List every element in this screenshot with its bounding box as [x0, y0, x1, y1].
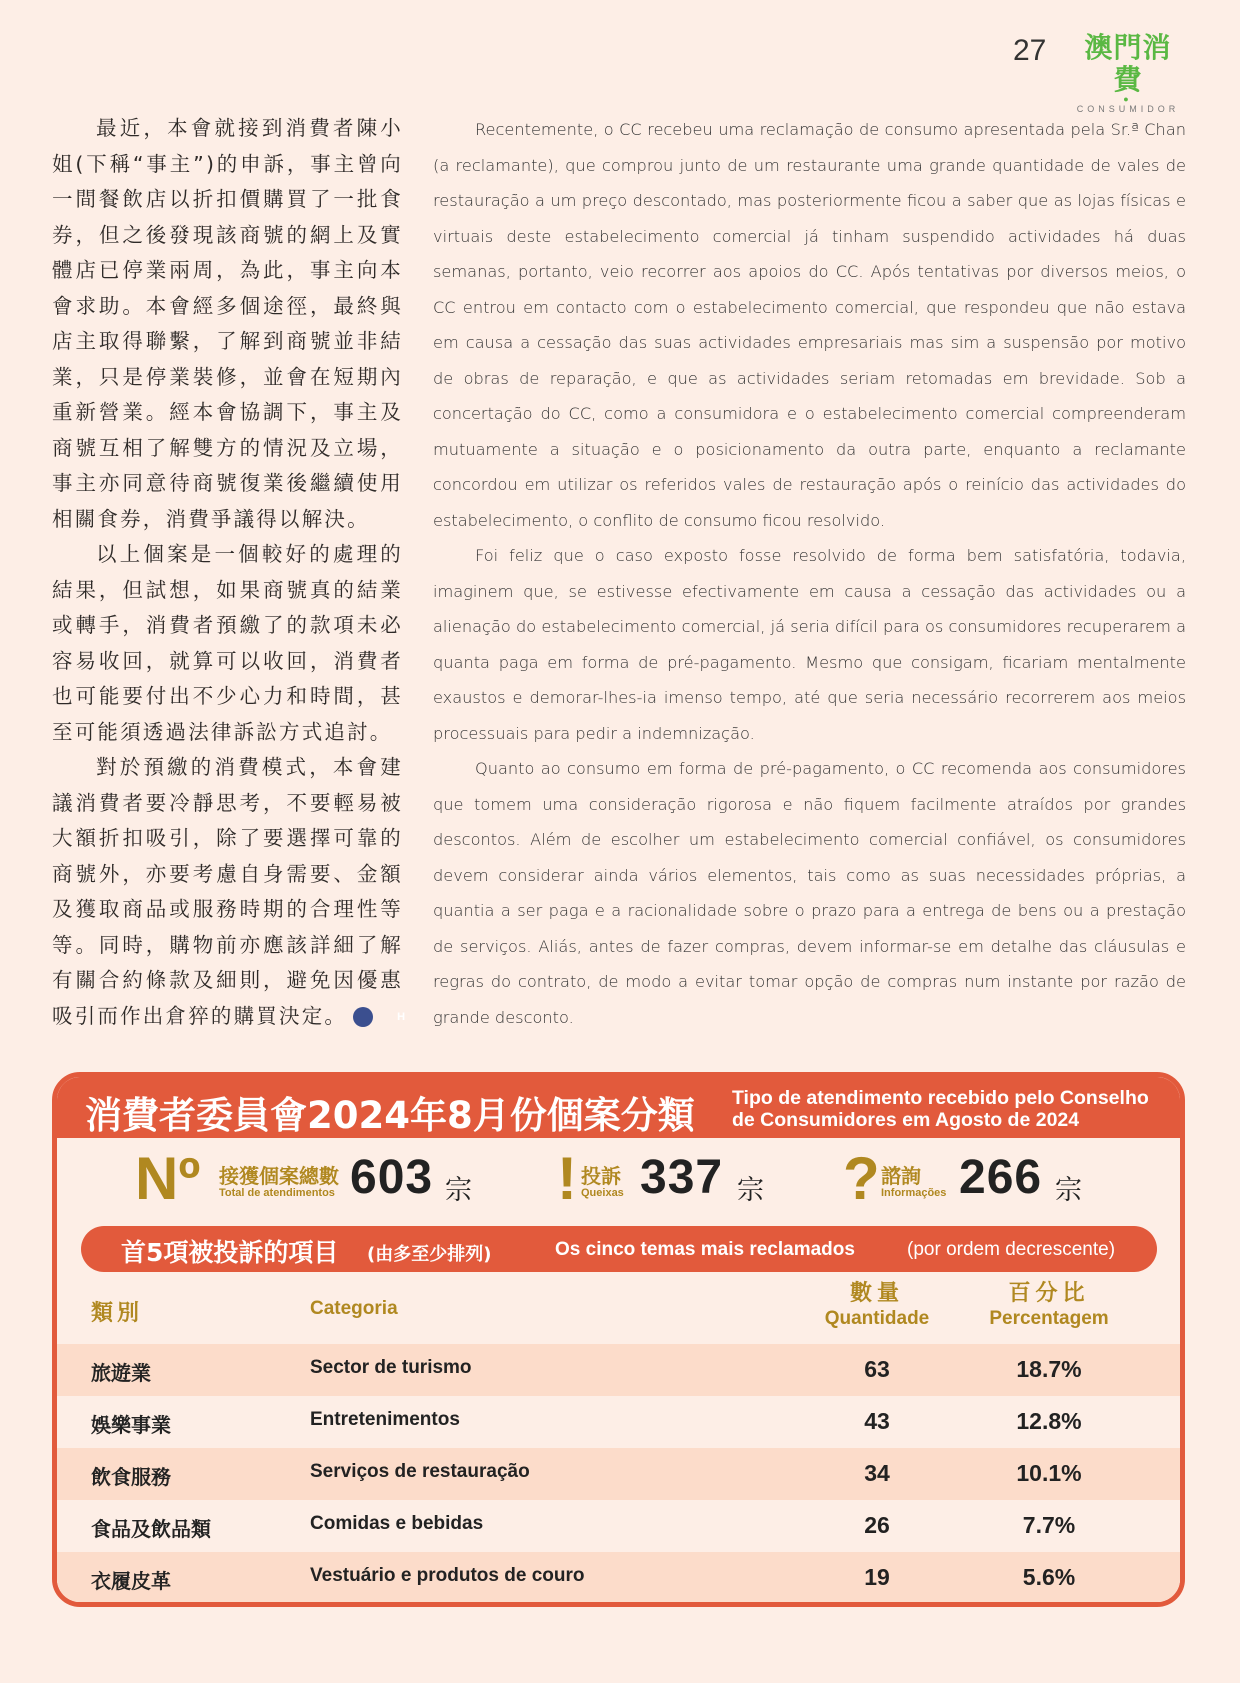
- pt-paragraph: Quanto ao consumo em forma de pré-pagamento, o CC recomenda aos consumidores que tomem uma consideração rigorosa e não fiquem facilmente atraídos por grandes descontos. Além de escolher um estabelecimento comercial confiável, os consumidores devem considerar ainda vários elementos, tais como as suas necessidades próprias, a quantia a ser paga e a racionalidade sobre o prazo para a entrega de bens ou a prestação de serviços. Aliás, antes de fazer compras, devem informar-se em detalhe das cláusulas e regras do contrato, de modo a evitar tomar opção de compras num instante por razão de grande desconto.: [433, 759, 1186, 1027]
- brand-name-en: ● CONSUMIDOR: [1076, 94, 1180, 114]
- stat-complaints-unit: 宗: [737, 1175, 764, 1206]
- cell-quantity: 34: [864, 1460, 890, 1486]
- box-header: [57, 1077, 1180, 1138]
- pt-paragraph: Foi feliz que o caso exposto fosse resolvido de forma bem satisfatória, todavia, imaginem que, se estivesse efectivamente em causa a cessação das actividades ou a alienação do estabelecimento comercial, já seria difícil para os consumidores recuperarem a quanta paga em forma de pré-pagamento. Mesmo que consigam, ficariam mentalmente exaustos e demorar-lhes-ia imenso tempo, até que seria necessário recorrerem aos meios processuais para pedir a indemnização.: [433, 546, 1186, 743]
- brand-logo: [1072, 32, 1184, 114]
- stat-complaints-label-zh: 投訴: [581, 1164, 621, 1188]
- cell-percentage: 5.6%: [1022, 1564, 1076, 1590]
- case-statistics-box: [52, 1072, 1185, 1607]
- zh-paragraph: 以上個案是一個較好的處理的結果，但試想，如果商號真的結業或轉手，消費者預繳了的款項未必容易收回，就算可以收回，消費者也可能要付出不少心力和時間，甚至可能須透過法律訴訟方式追討。: [52, 542, 403, 744]
- cell-category-pt: Serviços de restauração: [310, 1461, 530, 1482]
- cell-category-zh: 旅遊業: [91, 1361, 151, 1385]
- stat-total-label-pt: Total de atendimentos: [219, 1187, 335, 1199]
- table-row: [57, 1500, 1180, 1552]
- cell-category-zh: 衣履皮革: [91, 1569, 171, 1593]
- top-five-title-zh: 首5項被投訴的項目: [121, 1238, 339, 1267]
- zh-paragraph: 最近，本會就接到消費者陳小姐(下稱“事主”)的申訴，事主曾向一間餐飲店以折扣價購買了一批食券，但之後發現該商號的網上及實體店已停業兩周，為此，事主向本會求助。本會經多個途徑，最終與店主取得聯繫，了解到商號並非結業，只是停業裝修，並會在短期內重新營業。經本會協調下，事主及商號互相了解雙方的情況及立場，事主亦同意待商號復業後繼續使用相關食券，消費爭議得以解決。: [52, 116, 403, 531]
- question-icon: ?: [843, 1145, 880, 1212]
- cell-quantity: 26: [864, 1512, 890, 1538]
- box-title-pt-line2: de Consumidores em Agosto de 2024: [732, 1109, 1080, 1131]
- table-row: [57, 1552, 1180, 1604]
- table-body: [57, 1344, 1180, 1604]
- top-five-title-pt: Os cinco temas mais reclamados: [555, 1239, 855, 1260]
- box-title-zh: 消費者委員會2024年8月份個案分類: [85, 1094, 695, 1137]
- cell-percentage: 12.8%: [1016, 1408, 1082, 1434]
- article-chinese: [52, 111, 406, 1034]
- cell-category-zh: 飲食服務: [91, 1465, 171, 1489]
- cell-quantity: 63: [864, 1356, 890, 1382]
- brand-name-en-text: CONSUMIDOR: [1076, 104, 1180, 114]
- cell-category-pt: Vestuário e produtos de couro: [310, 1565, 585, 1586]
- number-sign-icon: Nº: [135, 1145, 201, 1212]
- table-row: [57, 1448, 1180, 1500]
- box-title-pt: [732, 1087, 1149, 1131]
- header-percentage-pt: Percentagem: [989, 1308, 1109, 1329]
- box-body: [57, 1138, 1180, 1602]
- cell-percentage: 10.1%: [1016, 1460, 1082, 1486]
- article-portuguese: [433, 112, 1186, 1035]
- cell-category-pt: Comidas e bebidas: [310, 1513, 484, 1534]
- stat-inquiries-unit: 宗: [1055, 1175, 1082, 1206]
- cell-category-zh: 食品及飲品類: [91, 1517, 211, 1541]
- cell-category-pt: Sector de turismo: [310, 1357, 472, 1378]
- header-category-zh: 類別: [91, 1301, 144, 1326]
- header-percentage: [929, 1280, 1169, 1330]
- top-five-banner: [81, 1226, 1157, 1272]
- cell-category-zh: 娛樂事業: [91, 1413, 171, 1437]
- exclamation-icon: !: [557, 1145, 577, 1212]
- stat-total-value: 603: [350, 1151, 434, 1204]
- stat-complaints-label-pt: Queixas: [581, 1187, 624, 1199]
- header-percentage-zh: 百分比: [1008, 1281, 1090, 1306]
- cell-percentage: 18.7%: [1016, 1356, 1082, 1382]
- table-row: [57, 1396, 1180, 1448]
- stat-inquiries-label-pt: Informações: [881, 1187, 947, 1199]
- cell-quantity: 43: [864, 1408, 890, 1434]
- header-quantity-zh: 數量: [849, 1281, 904, 1306]
- page-number: 27: [1013, 34, 1047, 67]
- stat-total-unit: 宗: [445, 1175, 472, 1206]
- table-row: [57, 1344, 1180, 1396]
- zh-paragraph: [52, 750, 406, 1034]
- cell-category-pt: Entretenimentos: [310, 1409, 460, 1430]
- box-title-pt-line1: Tipo de atendimento recebido pelo Conselho: [732, 1087, 1149, 1109]
- zh-paragraph-text: 對於預繳的消費模式，本會建議消費者要冷靜思考，不要輕易被大額折扣吸引，除了要選擇可靠的商號外，亦要考慮自身需要、金額及獲取商品或服務時期的合理性等等。同時，購物前亦應該詳細了解有關合約條款及細則，避免因優惠吸引而作出倉猝的購買決定。: [52, 755, 403, 1028]
- stat-complaints-value: 337: [640, 1151, 724, 1204]
- header-category-pt: Categoria: [310, 1298, 398, 1319]
- stat-inquiries-label-zh: 諮詢: [881, 1164, 921, 1188]
- top-five-subtitle-zh: (由多至少排列): [367, 1244, 492, 1265]
- end-mark-icon: H: [353, 1007, 373, 1027]
- cell-quantity: 19: [864, 1564, 890, 1590]
- brand-name-zh: 澳門消費: [1084, 31, 1172, 96]
- stat-inquiries-value: 266: [959, 1151, 1043, 1204]
- cell-percentage: 7.7%: [1022, 1512, 1076, 1538]
- pt-paragraph: Recentemente, o CC recebeu uma reclamação de consumo apresentada pela Sr.ª Chan (a reclamante), que comprou junto de um restaurante uma grande quantidade de vales de restauração a um preço descontado, mas posteriormente ficou a saber que as lojas físicas e virtuais deste estabelecimento comercial já tinham suspendido actividades há duas semanas, portanto, veio recorrer aos apoios do CC. Após tentativas por diversos meios, o CC entrou em contacto com o estabelecimento comercial, que respondeu que não estava em causa a cessação das suas actividades empresariais mas sim a suspensão por motivo de obras de reparação, e que as actividades seriam retomadas em brevidade. Sob a concertação do CC, como a consumidora e o estabelecimento comercial compreenderam mutuamente a situação e o posicionamento da outra parte, enquanto a reclamante concordou em utilizar os referidos vales de restauração após o reinício das actividades do estabelecimento, o conflito de consumo ficou resolvido.: [433, 120, 1186, 530]
- header-quantity-pt: Quantidade: [824, 1308, 930, 1329]
- top-five-subtitle-pt: (por ordem decrescente): [907, 1239, 1116, 1260]
- table-header: [57, 1278, 1180, 1340]
- stat-total-label-zh: 接獲個案總數: [219, 1164, 339, 1188]
